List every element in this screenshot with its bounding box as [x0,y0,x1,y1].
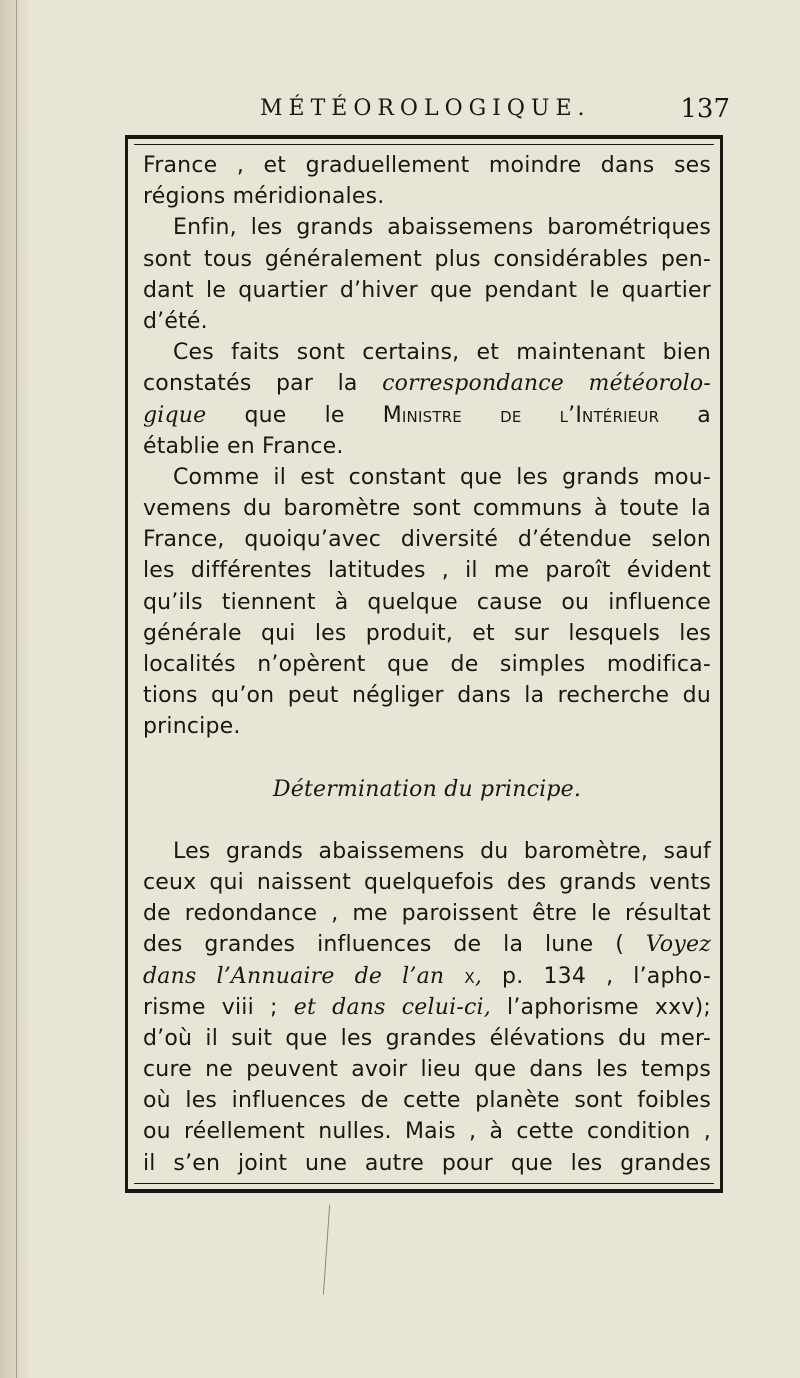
italic-text: Voyez [645,932,711,958]
text-line: où les influences de cette planète sont foibles [143,1088,711,1114]
text-line: Comme il est constant que les grands mou- [173,464,711,490]
small-caps-text: x [444,963,475,989]
text-line: sont tous généralement plus considérables pen- [143,246,711,272]
text-line [143,961,711,992]
text-line: il s’en joint une autre pour que les grandes [143,1150,711,1176]
text-line: générale qui les produit, et sur lesquels les [143,620,711,646]
text-line: d’où il suit que les grandes élévations du mer- [143,1025,711,1051]
text-fragment: a [659,402,711,428]
text-fragment: des grandes influences de la lune ( [143,932,646,958]
text-line: principe. [143,714,241,740]
text-line: vemens du baromètre sont communs à toute la [143,496,711,522]
text-line [143,929,711,960]
paragraph-3 [143,337,711,462]
text-line [143,992,711,1023]
text-line: qu’ils tiennent à quelque cause ou influence [143,589,711,615]
italic-text: correspondance météorolo- [382,371,711,397]
page-header [120,96,740,132]
text-line [143,368,711,399]
paragraph-5 [143,836,711,1179]
text-line: France, quoiqu’avec diversité d’étendue selon [143,527,711,553]
section-heading: Détermination du principe. [272,776,582,802]
book-binding-shadow [0,0,28,1378]
text-line: Ces faits sont certains, et maintenant bien [173,340,711,366]
small-caps-text: Ministre de l’Intérieur [382,402,660,428]
text-line: régions méridionales. [143,184,385,210]
text-line: dant le quartier d’hiver que pendant le quartier [143,277,711,303]
text-fragment: risme viii ; [143,994,294,1020]
text-line: tions qu’on peut négliger dans la recherche du [143,683,711,709]
page-text [143,150,711,1179]
text-line: France , et graduellement moindre dans ses [143,153,711,178]
italic-text: gique [143,402,207,428]
text-line: établie en France. [143,433,344,459]
text-line: Enfin, les grands abaissemens barométriques [173,215,711,241]
text-line: de redondance , me paroissent être le résultat [143,901,711,927]
italic-text: , [474,963,483,989]
italic-text: et dans celui-ci, [293,994,491,1020]
text-fragment: que le [206,402,383,428]
text-fragment: constatés par la [143,371,383,397]
pencil-mark [323,1205,338,1295]
paragraph-4 [143,462,711,743]
text-line: localités n’opèrent que de simples modifica- [143,652,711,677]
text-line: les différentes latitudes , il me paroît évident [143,558,711,584]
text-line: d’été. [143,308,208,334]
text-fragment: p. 134 , l’apho- [482,963,711,989]
text-line: ou réellement nulles. Mais , à cette condition , [143,1119,711,1145]
text-line: cure ne peuvent avoir lieu que dans les temps [143,1057,711,1083]
running-head: MÉTÉOROLOGIQUE. [260,96,591,121]
text-line: Les grands abaissemens du baromètre, sauf [173,838,711,864]
paragraph-1 [143,150,711,212]
paragraph-2 [143,212,711,337]
text-fragment: l’aphorisme xxv); [490,994,711,1020]
page-number: 137 [680,94,730,124]
text-line [143,400,711,431]
italic-text: dans l’Annuaire de l’an [143,963,445,989]
text-line: ceux qui naissent quelquefois des grands vents [143,869,711,895]
